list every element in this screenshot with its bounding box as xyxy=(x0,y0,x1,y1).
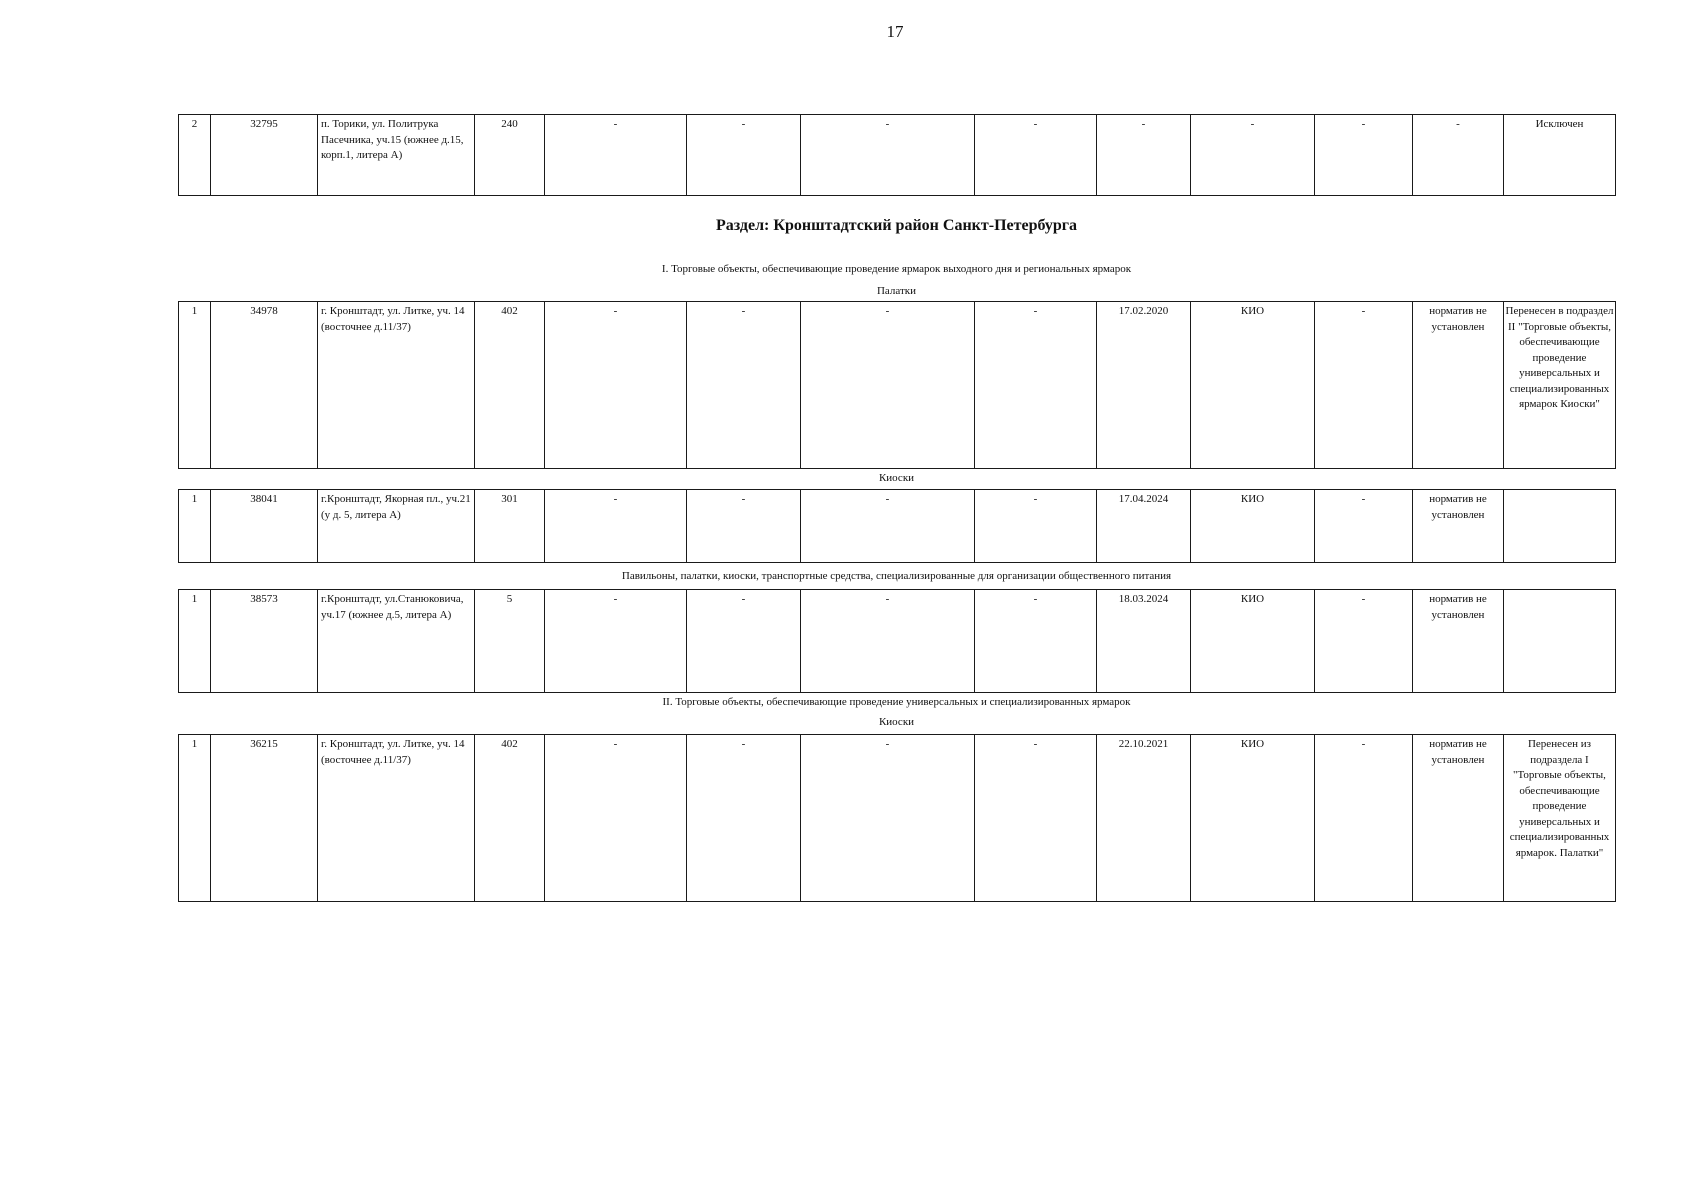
cell-col8: - xyxy=(975,490,1097,563)
cell-address: г. Кронштадт, ул. Литке, уч. 14 (восточнее д.11/37) xyxy=(318,302,475,469)
cell-col5: - xyxy=(545,735,687,902)
cell-col7: - xyxy=(801,735,975,902)
cell-standard: - xyxy=(1413,115,1504,196)
section-title: Раздел: Кронштадтский район Санкт-Петербурга xyxy=(715,217,1078,234)
subsection-caption-1: I. Торговые объекты, обеспечивающие проведение ярмарок выходного дня и региональных ярмарок xyxy=(661,263,1132,275)
cell-col6: - xyxy=(687,590,801,693)
cell-col6: - xyxy=(687,302,801,469)
cell-col7: - xyxy=(801,115,975,196)
cell-standard: норматив не установлен xyxy=(1413,735,1504,902)
table-row xyxy=(179,490,1616,563)
table-row xyxy=(179,302,1616,469)
category-caption-pavilions: Павильоны, палатки, киоски, транспортные средства, специализированные для организации общественного питания xyxy=(621,570,1172,582)
registry-table-tents xyxy=(178,301,1616,469)
category-caption-kiosks: Киоски xyxy=(878,472,915,484)
cell-number: 1 xyxy=(179,735,211,902)
cell-col11: - xyxy=(1315,302,1413,469)
cell-col6: - xyxy=(687,735,801,902)
registry-table-pavilions xyxy=(178,589,1616,693)
cell-col8: - xyxy=(975,302,1097,469)
cell-date: - xyxy=(1097,115,1191,196)
cell-address: г.Кронштадт, Якорная пл., уч.21 (у д. 5, литера А) xyxy=(318,490,475,563)
table-row xyxy=(179,735,1616,902)
cell-area: 240 xyxy=(475,115,545,196)
cell-col8: - xyxy=(975,115,1097,196)
cell-note xyxy=(1504,590,1616,693)
cell-registry-id: 38573 xyxy=(211,590,318,693)
category-caption-kiosks-2: Киоски xyxy=(878,716,915,728)
cell-area: 301 xyxy=(475,490,545,563)
category-caption-tents: Палатки xyxy=(876,285,917,297)
cell-col5: - xyxy=(545,302,687,469)
cell-registry-id: 34978 xyxy=(211,302,318,469)
cell-note xyxy=(1504,490,1616,563)
cell-col5: - xyxy=(545,590,687,693)
cell-col6: - xyxy=(687,115,801,196)
cell-date: 18.03.2024 xyxy=(1097,590,1191,693)
cell-col7: - xyxy=(801,590,975,693)
cell-number: 1 xyxy=(179,490,211,563)
cell-date: 22.10.2021 xyxy=(1097,735,1191,902)
cell-registry-id: 36215 xyxy=(211,735,318,902)
cell-owner: КИО xyxy=(1191,302,1315,469)
cell-note: Перенесен в подраздел II "Торговые объекты, обеспечивающие проведение универсальных и специализированных ярмарок Киоски" xyxy=(1504,302,1616,469)
cell-area: 402 xyxy=(475,302,545,469)
cell-col11: - xyxy=(1315,115,1413,196)
page-number: 17 xyxy=(886,22,904,41)
cell-col11: - xyxy=(1315,735,1413,902)
cell-owner: КИО xyxy=(1191,590,1315,693)
subsection-caption-2: II. Торговые объекты, обеспечивающие проведение универсальных и специализированных ярмарок xyxy=(662,696,1131,708)
cell-address: г.Кронштадт, ул.Станюковича, уч.17 (южнее д.5, литера А) xyxy=(318,590,475,693)
cell-date: 17.02.2020 xyxy=(1097,302,1191,469)
cell-col11: - xyxy=(1315,590,1413,693)
cell-note: Перенесен из подраздела I "Торговые объекты, обеспечивающие проведение универсальных и специализированных ярмарок. Палатки" xyxy=(1504,735,1616,902)
cell-address: г. Кронштадт, ул. Литке, уч. 14 (восточнее д.11/37) xyxy=(318,735,475,902)
cell-standard: норматив не установлен xyxy=(1413,490,1504,563)
cell-area: 402 xyxy=(475,735,545,902)
cell-note: Исключен xyxy=(1504,115,1616,196)
cell-owner: КИО xyxy=(1191,490,1315,563)
cell-col5: - xyxy=(545,490,687,563)
cell-col8: - xyxy=(975,735,1097,902)
cell-area: 5 xyxy=(475,590,545,693)
cell-address: п. Торики, ул. Политрука Пасечника, уч.15 (южнее д.15, корп.1, литера А) xyxy=(318,115,475,196)
cell-date: 17.04.2024 xyxy=(1097,490,1191,563)
cell-col7: - xyxy=(801,302,975,469)
cell-col8: - xyxy=(975,590,1097,693)
table-row xyxy=(179,590,1616,693)
cell-number: 1 xyxy=(179,590,211,693)
cell-number: 2 xyxy=(179,115,211,196)
registry-table-kiosks xyxy=(178,489,1616,563)
table-row xyxy=(179,115,1616,196)
registry-table-excluded xyxy=(178,114,1616,196)
cell-number: 1 xyxy=(179,302,211,469)
cell-col11: - xyxy=(1315,490,1413,563)
cell-col7: - xyxy=(801,490,975,563)
cell-owner: КИО xyxy=(1191,735,1315,902)
cell-owner: - xyxy=(1191,115,1315,196)
cell-registry-id: 32795 xyxy=(211,115,318,196)
cell-standard: норматив не установлен xyxy=(1413,302,1504,469)
cell-standard: норматив не установлен xyxy=(1413,590,1504,693)
cell-col6: - xyxy=(687,490,801,563)
cell-registry-id: 38041 xyxy=(211,490,318,563)
cell-col5: - xyxy=(545,115,687,196)
registry-table-kiosks-2 xyxy=(178,734,1616,902)
